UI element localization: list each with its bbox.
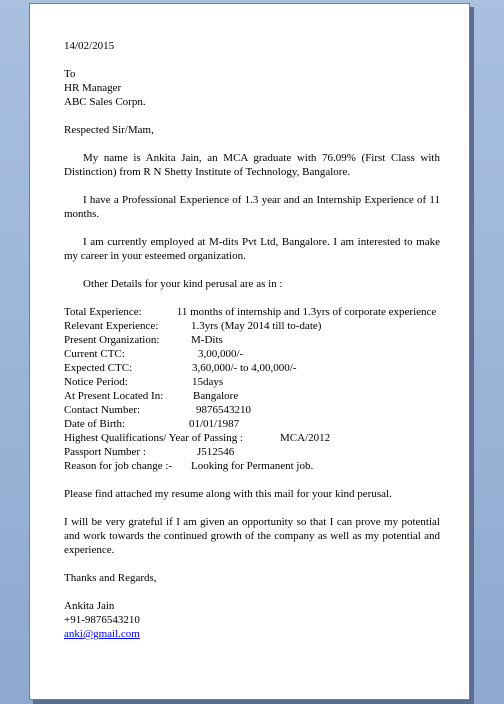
experience-paragraph: I have a Professional Experience of 1.3 year and an Internship Experience of 11 months. — [64, 194, 440, 220]
salutation: Respected Sir/Mam, — [64, 124, 154, 136]
detail-value: 01/01/1987 — [189, 418, 240, 430]
signature-phone: +91-9876543210 — [64, 614, 140, 626]
signature-name: Ankita Jain — [64, 600, 115, 612]
detail-value: 3,00,000/- — [198, 348, 244, 360]
detail-label: Date of Birth: — [64, 418, 126, 430]
detail-label: Passport Number : — [64, 446, 146, 458]
detail-row — [64, 445, 440, 459]
detail-row — [64, 375, 440, 389]
detail-row — [64, 333, 440, 347]
to-line: To — [64, 68, 76, 80]
spacer — [64, 585, 440, 599]
detail-value: Looking for Permanent job. — [191, 460, 314, 472]
spacer — [64, 137, 440, 151]
letter-body — [64, 39, 440, 641]
recipient-company: ABC Sales Corpn. — [64, 96, 146, 108]
grateful-paragraph: I will be very grateful if I am given an opportunity so that I can prove my potential and work towards the continued growth of the company as well as my potential and experience. — [64, 516, 440, 556]
detail-label: Notice Period: — [64, 376, 128, 388]
spacer — [64, 473, 440, 487]
details-intro: Other Details for your kind perusal are as in : — [83, 278, 283, 290]
spacer — [64, 221, 440, 235]
detail-row — [64, 459, 440, 473]
closing: Thanks and Regards, — [64, 572, 157, 584]
detail-value: 3,60,000/- to 4,00,000/- — [192, 362, 297, 374]
detail-row-total-experience — [64, 305, 440, 319]
detail-value: 15days — [192, 376, 224, 388]
detail-label: At Present Located In: — [64, 390, 164, 402]
detail-value: Bangalore — [193, 390, 239, 402]
detail-row — [64, 431, 440, 445]
recipient-title: HR Manager — [64, 82, 122, 94]
detail-row — [64, 417, 440, 431]
details-list — [64, 305, 440, 473]
spacer — [64, 263, 440, 277]
spacer — [64, 291, 440, 305]
spacer — [64, 109, 440, 123]
detail-label: Highest Qualifications/ Year of Passing : — [64, 432, 244, 444]
detail-row — [64, 319, 440, 333]
detail-label: Current CTC: — [64, 348, 125, 360]
letter-date: 14/02/2015 — [64, 40, 115, 52]
document-page[interactable] — [29, 3, 470, 700]
detail-row — [64, 389, 440, 403]
detail-value: 1.3yrs (May 2014 till to-date) — [191, 320, 322, 332]
signature-email-link[interactable]: anki@gmail.com — [64, 628, 140, 640]
spacer — [64, 557, 440, 571]
spacer — [64, 53, 440, 67]
resume-paragraph: Please find attached my resume along with this mail for your kind perusal. — [64, 488, 392, 500]
detail-value: J512546 — [197, 446, 235, 458]
detail-value: MCA/2012 — [280, 432, 331, 444]
detail-value: 11 months of internship and 1.3yrs of corporate experience — [176, 306, 437, 318]
current-employment-paragraph: I am currently employed at M-dits Pvt Ltd, Bangalore. I am interested to make my career in your esteemed organization. — [64, 236, 440, 262]
detail-row — [64, 361, 440, 375]
detail-row — [64, 403, 440, 417]
detail-label: Expected CTC: — [64, 362, 133, 374]
detail-value: M-Dits — [191, 334, 223, 346]
intro-paragraph: My name is Ankita Jain, an MCA graduate with 76.09% (First Class with Distinction) from R N Shetty Institute of Technology, Bangalore. — [64, 152, 440, 178]
detail-value: 9876543210 — [196, 404, 251, 416]
detail-label: Total Experience: — [64, 306, 142, 318]
detail-row — [64, 347, 440, 361]
detail-label: Present Organization: — [64, 334, 160, 346]
detail-label: Contact Number: — [64, 404, 141, 416]
detail-label: Relevant Experience: — [64, 320, 159, 332]
spacer — [64, 179, 440, 193]
detail-label: Reason for job change :- — [64, 460, 173, 472]
spacer — [64, 501, 440, 515]
